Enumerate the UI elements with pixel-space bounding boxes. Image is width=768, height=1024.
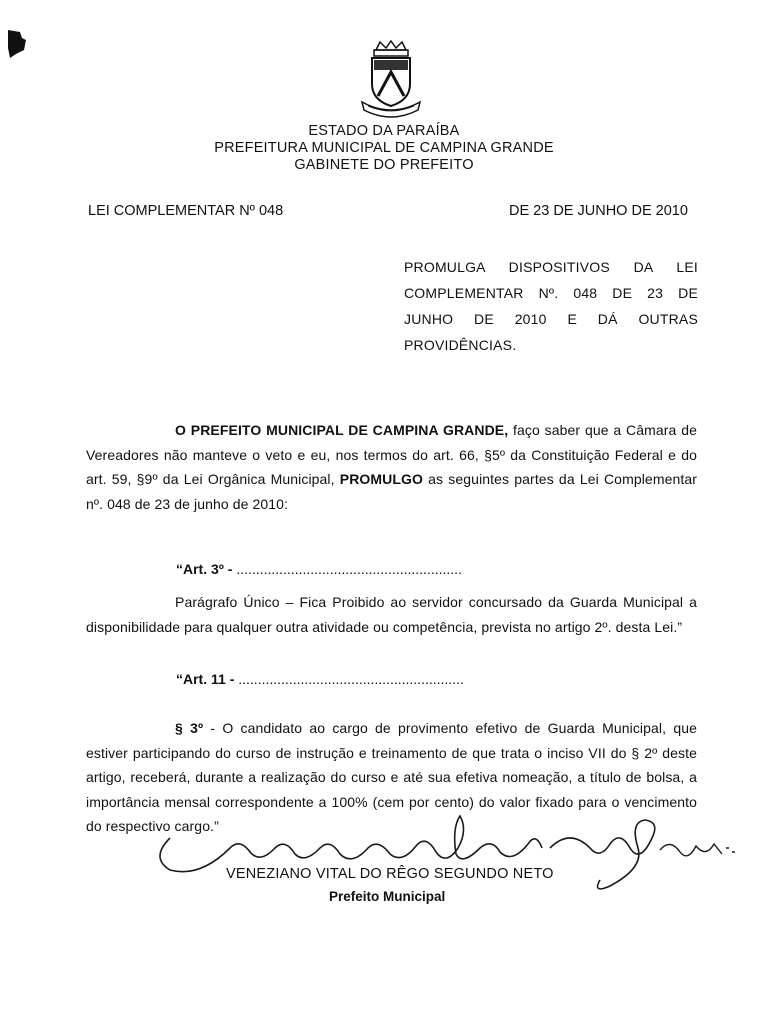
art3-heading bbox=[176, 561, 462, 577]
preamble-paragraph bbox=[86, 418, 697, 516]
art11-par-label: § 3º bbox=[175, 720, 204, 736]
law-date: DE 23 DE JUNHO DE 2010 bbox=[509, 203, 688, 219]
preamble-intro: O PREFEITO MUNICIPAL DE CAMPINA GRANDE, bbox=[175, 422, 509, 438]
art11-dots: .......................................................... bbox=[238, 671, 464, 687]
header-city-hall: PREFEITURA MUNICIPAL DE CAMPINA GRANDE bbox=[214, 140, 554, 156]
coat-of-arms-icon bbox=[358, 40, 424, 120]
signer-name: VENEZIANO VITAL DO RÊGO SEGUNDO NETO bbox=[226, 866, 554, 882]
art11-heading bbox=[176, 671, 464, 687]
header-office: GABINETE DO PREFEITO bbox=[294, 157, 474, 173]
promulgo-word: PROMULGO bbox=[339, 471, 424, 487]
ementa-line: JUNHO DE 2010 E DÁ OUTRAS bbox=[404, 311, 698, 327]
law-number: LEI COMPLEMENTAR Nº 048 bbox=[88, 203, 284, 219]
preamble-text: faço saber que a Câmara de Vereadores não manteve o veto e eu, nos termos do art. 66, §5º da Constituição Federal e do art. 59, §9º da Lei Orgânica Municipal, bbox=[86, 422, 697, 487]
signer-role: Prefeito Municipal bbox=[329, 889, 446, 904]
ementa bbox=[404, 254, 698, 358]
preamble-text: as seguintes partes da Lei Complementar nº. 048 de 23 de junho de 2010: bbox=[86, 471, 697, 512]
art3-paragraph: Parágrafo Único – Fica Proibido ao servidor concursado da Guarda Municipal a disponibilidade para qualquer outra atividade ou competência, prevista no artigo 2º. desta Lei.” bbox=[86, 594, 697, 635]
ementa-line: COMPLEMENTAR Nº. 048 DE 23 DE bbox=[404, 285, 698, 301]
art11-label: “Art. 11 - bbox=[176, 671, 239, 687]
ementa-line: PROVIDÊNCIAS. bbox=[404, 337, 517, 353]
art3-label: “Art. 3º - bbox=[176, 561, 237, 577]
ementa-line: PROMULGA DISPOSITIVOS DA LEI bbox=[404, 259, 698, 275]
header-state: ESTADO DA PARAÍBA bbox=[308, 123, 460, 139]
handwritten-signature-icon bbox=[140, 808, 740, 898]
art3-dots: .......................................................... bbox=[236, 561, 462, 577]
scan-mark-icon bbox=[6, 28, 30, 60]
art11-text: - O candidato ao cargo de provimento efetivo de Guarda Municipal, que estiver participando do curso de instrução e treinamento de que trata o inciso VII do § 2º deste artigo, receberá, durante a realização do curso e até sua efetiva nomeação, a título de bolsa, a importância mensal correspondente a 100% (cem por cento) do valor fixado para o vencimento do respectivo cargo.” bbox=[86, 720, 697, 834]
